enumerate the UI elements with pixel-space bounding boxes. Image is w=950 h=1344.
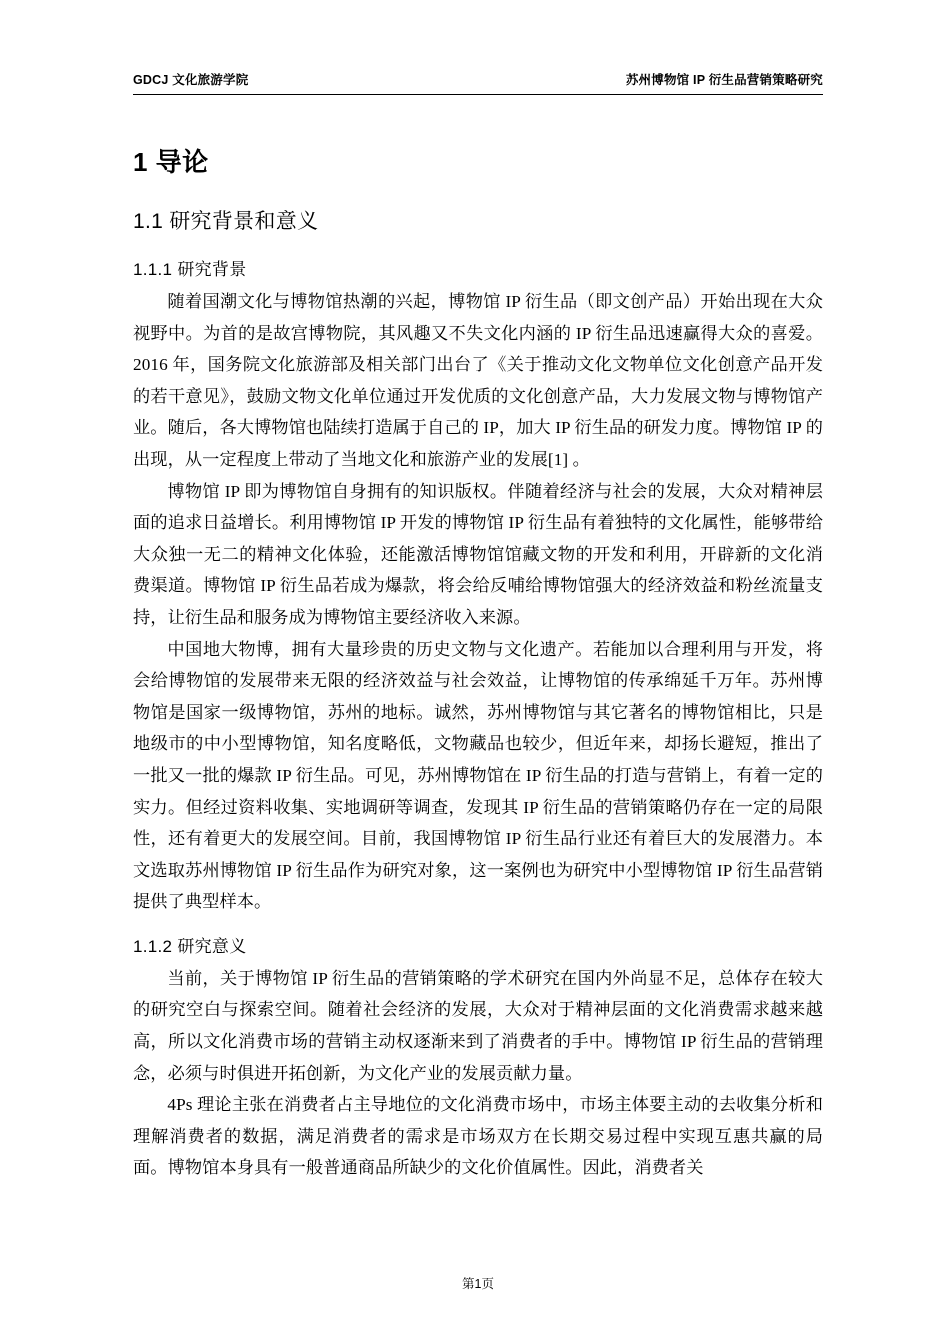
header-right-text: 苏州博物馆 IP 衍生品营销策略研究 [625,73,823,87]
header-left-text: GDCJ 文化旅游学院 [133,73,249,87]
subsection-title-1: 1.1.1 研究背景 [133,260,247,279]
section-title: 1.1 研究背景和意义 [133,210,319,233]
header-divider [133,94,823,95]
chapter-title: 1 导论 [133,147,209,177]
page-number: 第1页 [462,1277,494,1291]
page-header [133,70,823,88]
page-content [133,0,823,1344]
paragraph: 中国地大物博，拥有大量珍贵的历史文物与文化遗产。若能加以合理利用与开发，将会给博物馆的发展带来无限的经济效益与社会效益，让博物馆的传承绵延千万年。苏州博物馆是国家一级博物馆，苏州的地标。诚然，苏州博物馆与其它著名的博物馆相比，只是地级市的中小型博物馆，知名度略低，文物藏品也较少，但近年来，却扬长避短，推出了一批又一批的爆款 IP 衍生品。可见，苏州博物馆在 IP 衍生品的打造与营销上，有着一定的实力。但经过资料收集、实地调研等调查，发现其 IP 衍生品的营销策略仍存在一定的局限性，还有着更大的发展空间。目前，我国博物馆 IP 衍生品行业还有着巨大的发展潜力。本文选取苏州博物馆 IP 衍生品作为研究对象，这一案例也为研究中小型博物馆 IP 衍生品营销提供了典型样本。 [133,639,823,912]
paragraph: 4Ps 理论主张在消费者占主导地位的文化消费市场中，市场主体要主动的去收集分析和理解消费者的数据，满足消费者的需求是市场双方在长期交易过程中实现互惠共赢的局面。博物馆本身具有一般普通商品所缺少的文化价值属性。因此，消费者关 [133,1095,823,1178]
document-body [133,120,823,1184]
page-footer [133,1274,823,1292]
subsection-title-2: 1.1.2 研究意义 [133,936,247,956]
paragraph: 博物馆 IP 即为博物馆自身拥有的知识版权。伴随着经济与社会的发展，大众对精神层面的追求日益增长。利用博物馆 IP 开发的博物馆 IP 衍生品有着独特的文化属性，能够带给大众独一无二的精神文化体验，还能激活博物馆馆藏文物的开发和利用，开辟新的文化消费渠道。博物馆 IP 衍生品若成为爆款，将会给反哺给博物馆强大的经济效益和粉丝流量支持，让衍生品和服务成为博物馆主要经济收入来源。 [133,481,823,627]
paragraph: 当前，关于博物馆 IP 衍生品的营销策略的学术研究在国内外尚显不足，总体存在较大的研究空白与探索空间。随着社会经济的发展，大众对于精神层面的文化消费需求越来越高，所以文化消费市场的营销主动权逐渐来到了消费者的手中。博物馆 IP 衍生品的营销理念，必须与时俱进开拓创新，为文化产业的发展贡献力量。 [133,968,823,1083]
paragraph: 随着国潮文化与博物馆热潮的兴起，博物馆 IP 衍生品（即文创产品）开始出现在大众视野中。为首的是故宫博物院，其风趣又不失文化内涵的 IP 衍生品迅速赢得大众的喜爱。2016 年，国务院文化旅游部及相关部门出台了《关于推动文化文物单位文化创意产品开发的若干意见》，鼓励文物文化单位通过开发优质的文化创意产品，大力发展文物与博物馆产业。随后，各大博物馆也陆续打造属于自己的 IP，加大 IP 衍生品的研发力度。博物馆 IP 的出现，从一定程度上带动了当地文化和旅游产业的发展[1] 。 [133,292,823,469]
